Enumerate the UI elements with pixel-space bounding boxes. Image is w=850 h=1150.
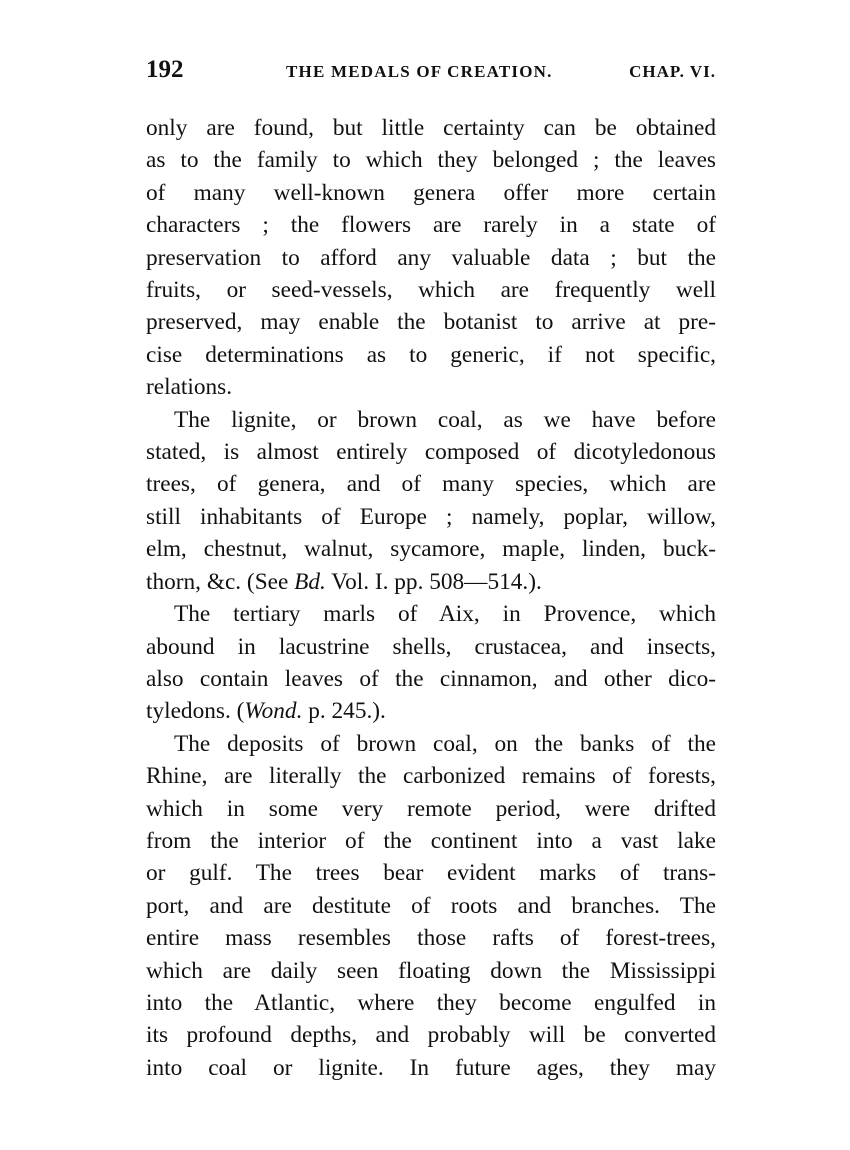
text-fragment: tyledons. ( [146,698,245,725]
paragraph [146,404,716,598]
body-text [146,112,716,1084]
text-line: stated, is almost entirely composed of dicotyledonous [146,439,716,466]
text-line: still inhabitants of Europe ; namely, poplar, willow, [146,503,716,530]
text-line: preservation to afford any valuable data ; but the [146,244,716,271]
text-line: or gulf. The trees bear evident marks of trans- [146,860,716,887]
page-number: 192 [146,56,184,83]
text-line: into coal or lignite. In future ages, they may [146,1054,716,1081]
text-line: its profound depths, and probably will be converted [146,1022,716,1049]
paragraph [146,112,716,404]
reference-abbreviation: Wond. [244,698,303,725]
text-line: of many well-known genera offer more certain [146,179,716,206]
text-line: entire mass resembles those rafts of forest-trees, [146,925,716,952]
text-line: preserved, may enable the botanist to arrive at pre- [146,309,716,336]
text-fragment: Vol. I. pp. 508—514.). [325,568,542,595]
text-line: which are daily seen floating down the Mississippi [146,957,716,984]
text-line-with-reference [146,566,716,598]
text-line: also contain leaves of the cinnamon, and other dico- [146,665,716,692]
text-line: The tertiary marls of Aix, in Provence, which [174,601,716,628]
text-line: which in some very remote period, were drifted [146,795,716,822]
text-line: abound in lacustrine shells, crustacea, and insects, [146,633,716,660]
running-head [146,56,716,90]
book-title: THE MEDALS OF CREATION. [286,62,553,81]
text-line: as to the family to which they belonged ; the leaves [146,147,716,174]
text-line: The lignite, or brown coal, as we have before [174,406,716,433]
text-line: fruits, or seed-vessels, which are frequently well [146,277,716,304]
text-line: cise determinations as to generic, if not specific, [146,341,716,368]
text-line: from the interior of the continent into a vast lake [146,827,716,854]
text-line: trees, of genera, and of many species, which are [146,471,716,498]
text-line: The deposits of brown coal, on the banks of the [174,730,716,757]
text-line: relations. [146,374,233,401]
paragraph [146,728,716,1084]
text-line: only are found, but little certainty can be obtained [146,115,716,141]
text-line: characters ; the flowers are rarely in a state of [146,212,716,239]
text-line-with-reference [146,695,716,727]
text-fragment: thorn, &c. (See [146,568,295,595]
text-line: into the Atlantic, where they become engulfed in [146,989,716,1016]
paragraph [146,598,716,728]
text-fragment: p. 245.). [302,698,386,725]
reference-abbreviation: Bd. [294,568,326,595]
text-line: elm, chestnut, walnut, sycamore, maple, linden, buck- [146,536,716,563]
text-line: Rhine, are literally the carbonized remains of forests, [146,763,716,790]
text-line: port, and are destitute of roots and branches. The [146,892,716,919]
chapter-label: CHAP. VI. [629,62,716,81]
